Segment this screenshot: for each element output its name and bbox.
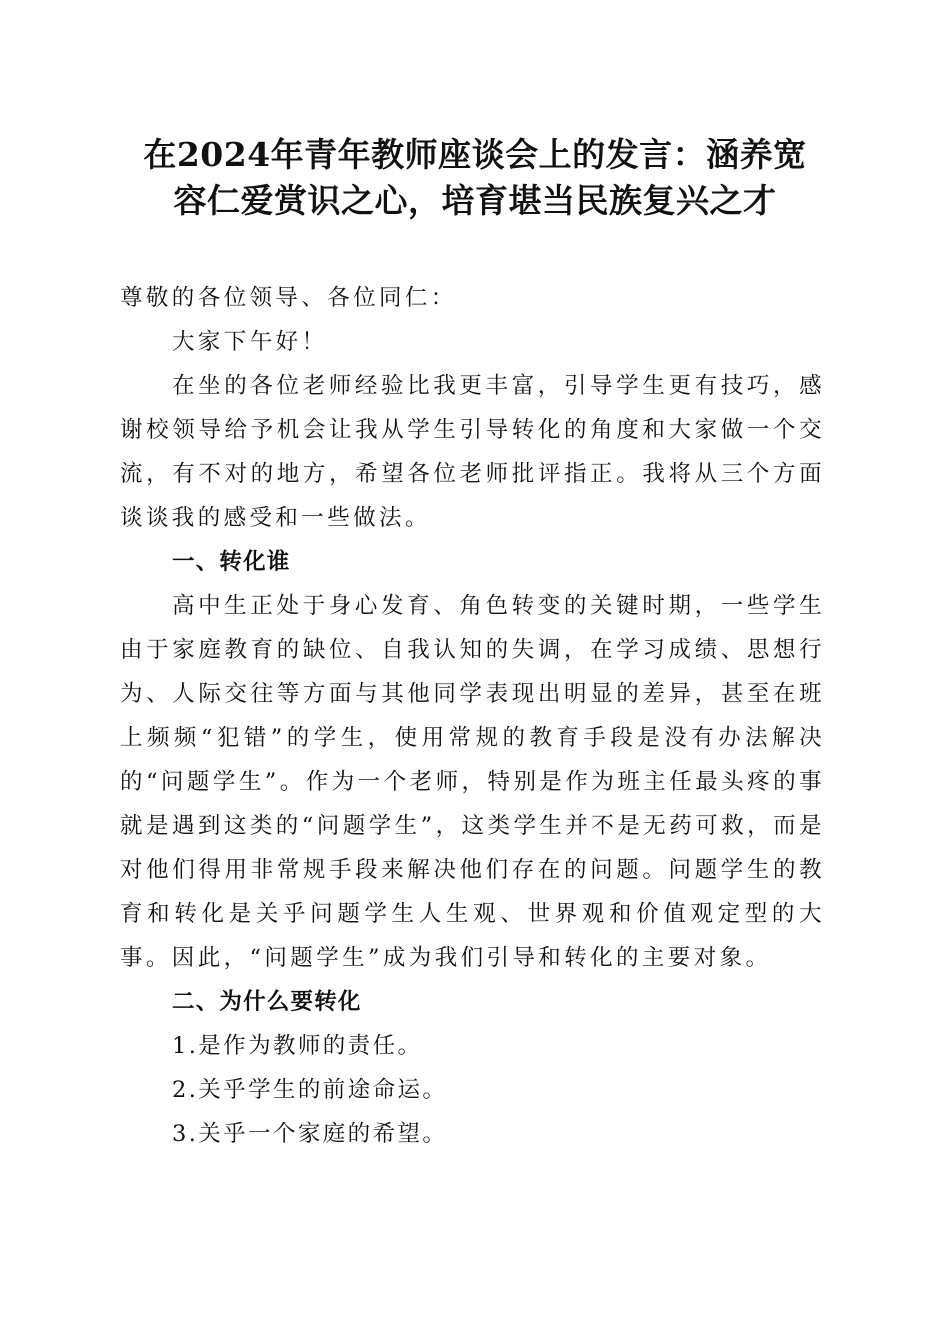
greeting: 大家下午好！ — [172, 329, 328, 355]
title-line-2: 容仁爱赏识之心，培育堪当民族复兴之才 — [173, 181, 777, 220]
list-item: 1.是作为教师的责任。 — [172, 1033, 423, 1059]
section-1-heading: 一、转化谁 — [172, 549, 291, 575]
list-item: 3.关乎一个家庭的希望。 — [172, 1121, 448, 1147]
document-title — [110, 132, 840, 224]
intro-paragraph: 在坐的各位老师经验比我更丰富，引导学生更有技巧，感谢校领导给予机会让我从学生引导转化的角度和大家做一个交流，有不对的地方，希望各位老师批评指正。我将从三个方面谈谈我的感受和一些做法。 — [120, 373, 825, 531]
salutation: 尊敬的各位领导、各位同仁： — [120, 285, 457, 311]
section-2-heading: 二、为什么要转化 — [172, 989, 362, 1015]
list-item: 2.关乎学生的前途命运。 — [172, 1077, 448, 1103]
section-1-paragraph: 高中生正处于身心发育、角色转变的关键时期，一些学生由于家庭教育的缺位、自我认知的失调，在学习成绩、思想行为、人际交往等方面与其他同学表现出明显的差异，甚至在班上频频“犯错”的学生，使用常规的教育手段是没有办法解决的“问题学生”。作为一个老师，特别是作为班主任最头疼的事就是遇到这类的“问题学生”，这类学生并不是无药可救，而是对他们得用非常规手段来解决他们存在的问题。问题学生的教育和转化是关乎问题学生人生观、世界观和价值观定型的大事。因此，“问题学生”成为我们引导和转化的主要对象。 — [120, 593, 825, 971]
document-body — [120, 276, 825, 1156]
title-line-1: 在2024年青年教师座谈会上的发言：涵养宽 — [143, 135, 807, 174]
